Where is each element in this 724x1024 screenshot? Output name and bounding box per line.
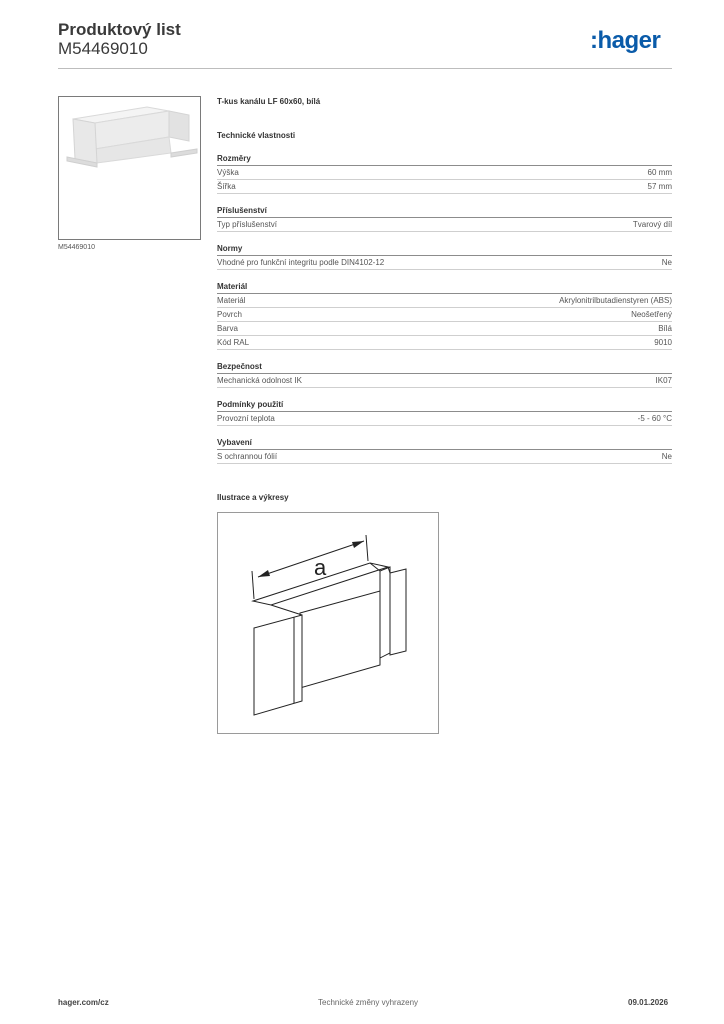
property-row — [217, 166, 672, 180]
section-title: Bezpečnost — [217, 361, 672, 374]
technical-drawing — [217, 512, 439, 734]
product-name: T-kus kanálu LF 60x60, bílá — [217, 97, 321, 106]
tech-props-heading: Technické vlastnosti — [217, 131, 296, 140]
thumbnail-caption: M54469010 — [58, 244, 95, 251]
section-dimensions — [217, 153, 672, 194]
property-row — [217, 374, 672, 388]
illustration-heading: Ilustrace a výkresy — [217, 493, 289, 502]
property-label: Provozní teplota — [217, 414, 275, 423]
property-label: Kód RAL — [217, 338, 250, 347]
dimension-label: a — [314, 555, 327, 580]
property-row — [217, 180, 672, 194]
property-row — [217, 412, 672, 426]
property-value: Bílá — [658, 324, 672, 333]
property-label: Mechanická odolnost IK — [217, 376, 302, 385]
property-value: Akrylonitrilbutadienstyren (ABS) — [559, 296, 672, 305]
property-value: -5 - 60 °C — [637, 414, 672, 423]
header-divider — [58, 68, 672, 69]
product-thumbnail — [58, 96, 201, 240]
footer-date: 09.01.2026 — [628, 998, 669, 1007]
property-label: Materiál — [217, 296, 246, 305]
brand-text: :hager — [590, 27, 661, 54]
property-row — [217, 256, 672, 270]
property-value: 60 mm — [647, 168, 672, 177]
property-label: Šířka — [217, 182, 236, 191]
footer-website: hager.com/cz — [58, 998, 109, 1007]
property-label: S ochrannou fólií — [217, 452, 278, 461]
section-title: Materiál — [217, 281, 672, 294]
property-row — [217, 450, 672, 464]
section-title: Normy — [217, 243, 672, 256]
section-title: Vybavení — [217, 437, 672, 450]
property-value: Neošetřený — [631, 310, 672, 319]
section-safety — [217, 361, 672, 388]
property-row — [217, 218, 672, 232]
product-details — [217, 96, 672, 464]
section-title: Podmínky použití — [217, 399, 672, 412]
section-standards — [217, 243, 672, 270]
section-accessories — [217, 205, 672, 232]
page-title: Produktový list — [58, 20, 181, 39]
section-title: Rozměry — [217, 153, 672, 166]
property-label: Výška — [217, 168, 239, 177]
section-conditions — [217, 399, 672, 426]
footer-disclaimer: Technické změny vyhrazeny — [318, 998, 419, 1007]
property-row — [217, 294, 672, 308]
property-label: Typ příslušenství — [217, 220, 278, 229]
section-title: Příslušenství — [217, 205, 672, 218]
hager-logo — [590, 26, 680, 56]
property-value: Ne — [661, 452, 672, 461]
property-label: Barva — [217, 324, 238, 333]
property-label: Povrch — [217, 310, 242, 319]
property-value: 57 mm — [647, 182, 672, 191]
property-row — [217, 308, 672, 322]
property-row — [217, 336, 672, 350]
property-value: IK07 — [655, 376, 672, 385]
property-row — [217, 322, 672, 336]
property-value: Ne — [661, 258, 672, 267]
property-value: Tvarový díl — [632, 220, 672, 229]
section-material — [217, 281, 672, 350]
product-code: M54469010 — [58, 39, 148, 58]
section-equipment — [217, 437, 672, 464]
property-label: Vhodné pro funkční integritu podle DIN4102-12 — [217, 258, 385, 267]
property-value: 9010 — [654, 338, 672, 347]
